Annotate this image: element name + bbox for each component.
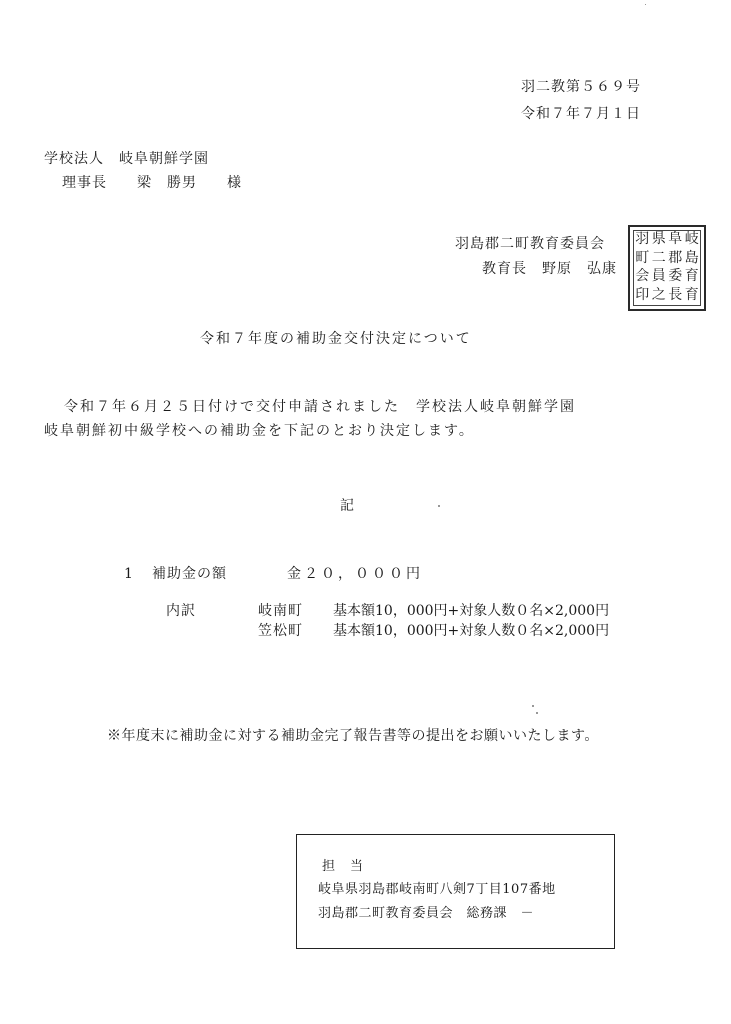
seal-char: 郡 xyxy=(668,249,683,266)
contact-department: 羽島郡二町教育委員会 総務課 － xyxy=(318,906,535,921)
breakdown-label: 内訳 xyxy=(166,603,196,619)
item-label: 補助金の額 xyxy=(152,566,227,582)
seal-char: 町 xyxy=(635,249,650,266)
body-line-1: 令和７年６月２５日付けで交付申請されました 学校法人岐阜朝鮮学園 xyxy=(64,399,576,415)
seal-char: 之 xyxy=(651,286,666,303)
seal-char: 長 xyxy=(668,286,683,303)
closing-note: ※年度末に補助金に対する補助金完了報告書等の提出をお願いいたします。 xyxy=(107,728,599,744)
body-line-2: 岐阜朝鮮初中級学校への補助金を下記のとおり決定します。 xyxy=(44,423,475,439)
contact-address: 岐阜県羽島郡岐南町八剣7丁目107番地 xyxy=(318,882,556,897)
addressee-name: 理事長 梁 勝男 様 xyxy=(62,175,242,191)
breakdown-town-1: 岐南町 xyxy=(258,603,303,619)
scan-speck xyxy=(438,505,440,507)
subject-title: 令和７年度の補助金交付決定について xyxy=(200,331,472,347)
sender-org: 羽島郡二町教育委員会 xyxy=(455,236,605,252)
seal-characters xyxy=(633,230,701,306)
breakdown-detail-2: 基本額10，000円+対象人数０名×2,000円 xyxy=(333,623,610,639)
breakdown-town-2: 笠松町 xyxy=(258,623,303,639)
seal-char: 岐 xyxy=(684,231,699,247)
addressee-org: 学校法人 岐阜朝鮮学園 xyxy=(44,151,209,167)
breakdown-detail-1: 基本額10，000円+対象人数０名×2,000円 xyxy=(333,603,610,619)
seal-char: 阜 xyxy=(668,231,683,247)
seal-char: 羽 xyxy=(635,231,650,247)
seal-char: 会 xyxy=(635,268,650,284)
document-number: 羽二教第５６９号 xyxy=(521,79,641,95)
seal-char: 育 xyxy=(684,268,699,284)
seal-char: 島 xyxy=(684,249,699,266)
seal-char: 二 xyxy=(651,249,666,266)
seal-char: 印 xyxy=(635,286,650,303)
seal-char: 県 xyxy=(651,231,666,247)
item-amount: 金２０，０００円 xyxy=(287,566,423,582)
seal-char: 委 xyxy=(668,268,683,284)
seal-char: 員 xyxy=(651,268,666,284)
scan-speck xyxy=(536,712,538,714)
sender-name: 教育長 野原 弘康 xyxy=(482,261,617,277)
contact-heading: 担 当 xyxy=(322,859,365,874)
item-number: 1 xyxy=(124,566,134,582)
scan-speck xyxy=(645,4,646,5)
ki-heading: 記 xyxy=(340,498,355,514)
scan-speck xyxy=(532,705,534,707)
seal-char: 育 xyxy=(684,286,699,303)
document-date: 令和７年７月１日 xyxy=(521,106,641,122)
official-seal xyxy=(628,225,706,311)
